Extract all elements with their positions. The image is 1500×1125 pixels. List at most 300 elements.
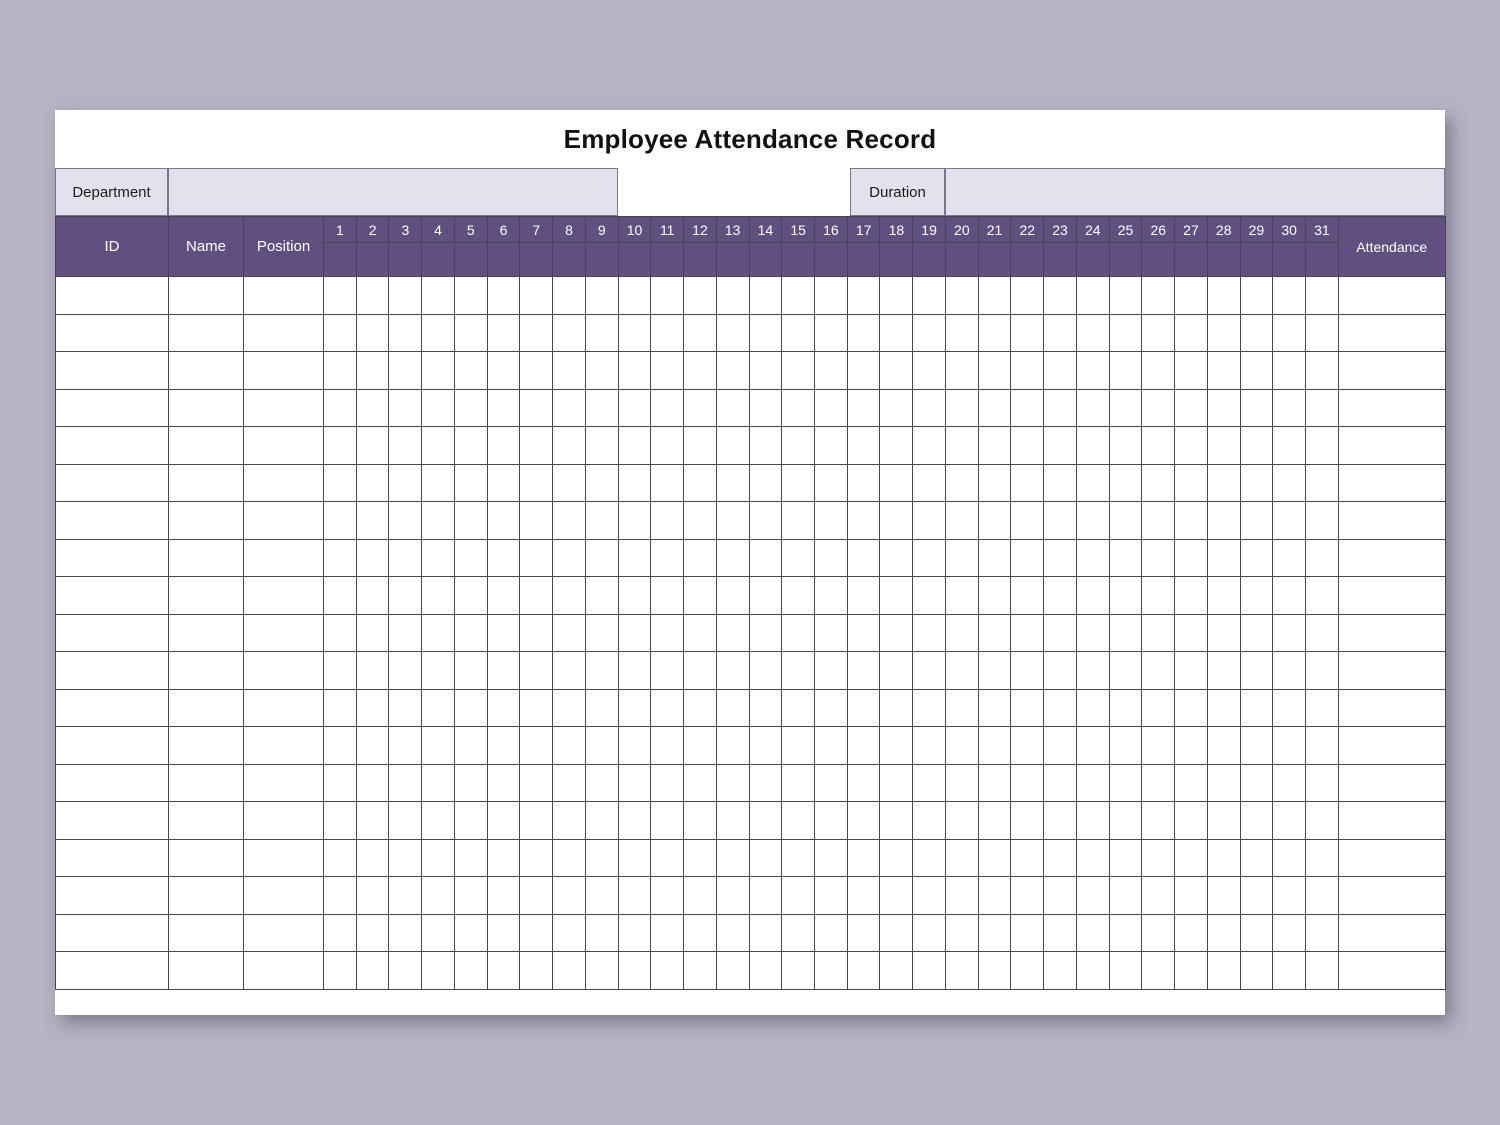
- cell-day-19[interactable]: [913, 539, 946, 577]
- cell-day-27[interactable]: [1175, 652, 1208, 690]
- cell-day-26[interactable]: [1142, 952, 1175, 990]
- cell-day-17[interactable]: [847, 577, 880, 615]
- cell-day-10[interactable]: [618, 539, 651, 577]
- cell-day-12[interactable]: [684, 277, 717, 315]
- cell-day-16[interactable]: [815, 877, 848, 915]
- cell-day-2[interactable]: [356, 577, 389, 615]
- cell-day-5[interactable]: [454, 764, 487, 802]
- cell-day-22[interactable]: [1011, 877, 1044, 915]
- cell-attendance[interactable]: [1338, 652, 1445, 690]
- cell-day-4[interactable]: [422, 839, 455, 877]
- cell-day-6[interactable]: [487, 352, 520, 390]
- cell-day-13[interactable]: [716, 727, 749, 765]
- cell-day-24[interactable]: [1076, 427, 1109, 465]
- cell-day-25[interactable]: [1109, 877, 1142, 915]
- cell-day-11[interactable]: [651, 427, 684, 465]
- cell-day-22[interactable]: [1011, 727, 1044, 765]
- cell-day-10[interactable]: [618, 877, 651, 915]
- cell-day-24[interactable]: [1076, 539, 1109, 577]
- cell-day-27[interactable]: [1175, 727, 1208, 765]
- cell-name[interactable]: [169, 727, 244, 765]
- cell-day-11[interactable]: [651, 577, 684, 615]
- cell-day-25[interactable]: [1109, 277, 1142, 315]
- cell-day-27[interactable]: [1175, 877, 1208, 915]
- cell-day-22[interactable]: [1011, 802, 1044, 840]
- cell-day-8[interactable]: [553, 314, 586, 352]
- cell-day-24[interactable]: [1076, 764, 1109, 802]
- cell-day-2[interactable]: [356, 389, 389, 427]
- cell-day-8[interactable]: [553, 727, 586, 765]
- cell-day-6[interactable]: [487, 652, 520, 690]
- cell-day-14[interactable]: [749, 952, 782, 990]
- cell-day-1[interactable]: [324, 539, 357, 577]
- cell-day-1[interactable]: [324, 914, 357, 952]
- cell-day-7[interactable]: [520, 764, 553, 802]
- cell-day-1[interactable]: [324, 952, 357, 990]
- cell-day-3[interactable]: [389, 914, 422, 952]
- cell-day-20[interactable]: [945, 764, 978, 802]
- cell-day-20[interactable]: [945, 277, 978, 315]
- cell-day-30[interactable]: [1273, 389, 1306, 427]
- cell-day-29[interactable]: [1240, 727, 1273, 765]
- cell-attendance[interactable]: [1338, 839, 1445, 877]
- cell-day-18[interactable]: [880, 652, 913, 690]
- cell-day-19[interactable]: [913, 877, 946, 915]
- cell-id[interactable]: [56, 877, 169, 915]
- cell-day-22[interactable]: [1011, 689, 1044, 727]
- cell-name[interactable]: [169, 614, 244, 652]
- cell-day-30[interactable]: [1273, 877, 1306, 915]
- cell-day-19[interactable]: [913, 314, 946, 352]
- cell-day-10[interactable]: [618, 427, 651, 465]
- cell-day-26[interactable]: [1142, 502, 1175, 540]
- cell-day-18[interactable]: [880, 914, 913, 952]
- cell-day-9[interactable]: [585, 277, 618, 315]
- cell-day-28[interactable]: [1207, 839, 1240, 877]
- cell-day-9[interactable]: [585, 577, 618, 615]
- cell-id[interactable]: [56, 764, 169, 802]
- cell-attendance[interactable]: [1338, 689, 1445, 727]
- cell-day-17[interactable]: [847, 689, 880, 727]
- cell-day-20[interactable]: [945, 502, 978, 540]
- cell-day-11[interactable]: [651, 802, 684, 840]
- cell-day-5[interactable]: [454, 539, 487, 577]
- cell-day-1[interactable]: [324, 427, 357, 465]
- cell-day-11[interactable]: [651, 277, 684, 315]
- cell-day-19[interactable]: [913, 352, 946, 390]
- cell-day-10[interactable]: [618, 802, 651, 840]
- cell-day-20[interactable]: [945, 314, 978, 352]
- cell-day-26[interactable]: [1142, 464, 1175, 502]
- cell-day-28[interactable]: [1207, 914, 1240, 952]
- cell-day-14[interactable]: [749, 427, 782, 465]
- cell-day-8[interactable]: [553, 539, 586, 577]
- cell-day-5[interactable]: [454, 502, 487, 540]
- cell-day-10[interactable]: [618, 839, 651, 877]
- cell-day-17[interactable]: [847, 277, 880, 315]
- cell-day-4[interactable]: [422, 764, 455, 802]
- cell-day-14[interactable]: [749, 877, 782, 915]
- cell-day-5[interactable]: [454, 689, 487, 727]
- cell-day-4[interactable]: [422, 614, 455, 652]
- cell-day-14[interactable]: [749, 577, 782, 615]
- cell-day-3[interactable]: [389, 464, 422, 502]
- cell-day-28[interactable]: [1207, 652, 1240, 690]
- cell-day-31[interactable]: [1306, 389, 1339, 427]
- cell-day-26[interactable]: [1142, 652, 1175, 690]
- cell-day-17[interactable]: [847, 877, 880, 915]
- cell-day-21[interactable]: [978, 427, 1011, 465]
- cell-day-23[interactable]: [1044, 539, 1077, 577]
- cell-day-29[interactable]: [1240, 952, 1273, 990]
- cell-day-14[interactable]: [749, 802, 782, 840]
- cell-day-15[interactable]: [782, 839, 815, 877]
- cell-day-11[interactable]: [651, 652, 684, 690]
- cell-day-19[interactable]: [913, 727, 946, 765]
- cell-day-6[interactable]: [487, 577, 520, 615]
- cell-day-15[interactable]: [782, 914, 815, 952]
- cell-day-8[interactable]: [553, 839, 586, 877]
- cell-day-30[interactable]: [1273, 277, 1306, 315]
- cell-day-31[interactable]: [1306, 539, 1339, 577]
- cell-day-12[interactable]: [684, 427, 717, 465]
- cell-day-13[interactable]: [716, 389, 749, 427]
- cell-day-3[interactable]: [389, 614, 422, 652]
- cell-day-6[interactable]: [487, 614, 520, 652]
- cell-day-23[interactable]: [1044, 652, 1077, 690]
- cell-day-31[interactable]: [1306, 314, 1339, 352]
- cell-day-13[interactable]: [716, 914, 749, 952]
- cell-day-3[interactable]: [389, 577, 422, 615]
- cell-position[interactable]: [244, 764, 324, 802]
- cell-day-22[interactable]: [1011, 502, 1044, 540]
- cell-day-20[interactable]: [945, 914, 978, 952]
- cell-day-19[interactable]: [913, 914, 946, 952]
- cell-day-7[interactable]: [520, 839, 553, 877]
- cell-day-6[interactable]: [487, 727, 520, 765]
- cell-day-27[interactable]: [1175, 689, 1208, 727]
- cell-day-27[interactable]: [1175, 577, 1208, 615]
- cell-name[interactable]: [169, 577, 244, 615]
- cell-day-3[interactable]: [389, 427, 422, 465]
- cell-id[interactable]: [56, 502, 169, 540]
- cell-position[interactable]: [244, 877, 324, 915]
- cell-day-26[interactable]: [1142, 689, 1175, 727]
- cell-day-23[interactable]: [1044, 352, 1077, 390]
- cell-day-11[interactable]: [651, 314, 684, 352]
- cell-day-9[interactable]: [585, 314, 618, 352]
- cell-day-3[interactable]: [389, 277, 422, 315]
- cell-day-4[interactable]: [422, 952, 455, 990]
- cell-day-14[interactable]: [749, 914, 782, 952]
- cell-position[interactable]: [244, 914, 324, 952]
- cell-day-15[interactable]: [782, 727, 815, 765]
- cell-day-21[interactable]: [978, 389, 1011, 427]
- cell-day-23[interactable]: [1044, 389, 1077, 427]
- cell-day-18[interactable]: [880, 877, 913, 915]
- cell-day-30[interactable]: [1273, 839, 1306, 877]
- cell-attendance[interactable]: [1338, 389, 1445, 427]
- cell-day-7[interactable]: [520, 314, 553, 352]
- cell-day-6[interactable]: [487, 802, 520, 840]
- cell-day-8[interactable]: [553, 914, 586, 952]
- cell-day-8[interactable]: [553, 802, 586, 840]
- cell-day-7[interactable]: [520, 614, 553, 652]
- cell-day-9[interactable]: [585, 464, 618, 502]
- cell-day-2[interactable]: [356, 727, 389, 765]
- cell-day-29[interactable]: [1240, 502, 1273, 540]
- cell-day-14[interactable]: [749, 314, 782, 352]
- cell-day-22[interactable]: [1011, 352, 1044, 390]
- cell-day-27[interactable]: [1175, 764, 1208, 802]
- cell-day-5[interactable]: [454, 464, 487, 502]
- cell-day-8[interactable]: [553, 352, 586, 390]
- cell-day-20[interactable]: [945, 577, 978, 615]
- cell-day-6[interactable]: [487, 464, 520, 502]
- cell-name[interactable]: [169, 877, 244, 915]
- cell-position[interactable]: [244, 277, 324, 315]
- cell-day-13[interactable]: [716, 502, 749, 540]
- cell-day-20[interactable]: [945, 652, 978, 690]
- cell-position[interactable]: [244, 802, 324, 840]
- cell-day-14[interactable]: [749, 539, 782, 577]
- cell-day-8[interactable]: [553, 464, 586, 502]
- cell-day-20[interactable]: [945, 727, 978, 765]
- cell-day-5[interactable]: [454, 314, 487, 352]
- cell-day-31[interactable]: [1306, 277, 1339, 315]
- cell-day-22[interactable]: [1011, 277, 1044, 315]
- cell-day-3[interactable]: [389, 352, 422, 390]
- cell-day-19[interactable]: [913, 427, 946, 465]
- cell-day-22[interactable]: [1011, 652, 1044, 690]
- cell-day-3[interactable]: [389, 314, 422, 352]
- cell-day-30[interactable]: [1273, 427, 1306, 465]
- cell-day-31[interactable]: [1306, 577, 1339, 615]
- cell-day-21[interactable]: [978, 914, 1011, 952]
- cell-day-6[interactable]: [487, 389, 520, 427]
- cell-day-25[interactable]: [1109, 952, 1142, 990]
- cell-day-3[interactable]: [389, 689, 422, 727]
- cell-day-27[interactable]: [1175, 614, 1208, 652]
- cell-day-17[interactable]: [847, 464, 880, 502]
- cell-day-27[interactable]: [1175, 464, 1208, 502]
- cell-day-25[interactable]: [1109, 839, 1142, 877]
- cell-day-9[interactable]: [585, 389, 618, 427]
- cell-day-11[interactable]: [651, 914, 684, 952]
- cell-day-4[interactable]: [422, 577, 455, 615]
- cell-id[interactable]: [56, 952, 169, 990]
- cell-day-17[interactable]: [847, 539, 880, 577]
- cell-day-29[interactable]: [1240, 877, 1273, 915]
- cell-day-23[interactable]: [1044, 314, 1077, 352]
- cell-day-11[interactable]: [651, 877, 684, 915]
- cell-day-30[interactable]: [1273, 652, 1306, 690]
- cell-id[interactable]: [56, 464, 169, 502]
- cell-day-31[interactable]: [1306, 877, 1339, 915]
- cell-day-9[interactable]: [585, 727, 618, 765]
- cell-day-18[interactable]: [880, 952, 913, 990]
- cell-day-26[interactable]: [1142, 577, 1175, 615]
- cell-day-25[interactable]: [1109, 539, 1142, 577]
- cell-day-7[interactable]: [520, 427, 553, 465]
- cell-day-1[interactable]: [324, 764, 357, 802]
- cell-day-20[interactable]: [945, 614, 978, 652]
- cell-day-16[interactable]: [815, 389, 848, 427]
- cell-day-18[interactable]: [880, 464, 913, 502]
- cell-day-26[interactable]: [1142, 727, 1175, 765]
- cell-day-4[interactable]: [422, 652, 455, 690]
- cell-day-31[interactable]: [1306, 464, 1339, 502]
- cell-day-15[interactable]: [782, 277, 815, 315]
- cell-day-18[interactable]: [880, 539, 913, 577]
- cell-position[interactable]: [244, 614, 324, 652]
- cell-day-22[interactable]: [1011, 614, 1044, 652]
- cell-day-1[interactable]: [324, 277, 357, 315]
- cell-day-21[interactable]: [978, 764, 1011, 802]
- cell-day-24[interactable]: [1076, 689, 1109, 727]
- cell-day-4[interactable]: [422, 727, 455, 765]
- cell-day-6[interactable]: [487, 952, 520, 990]
- cell-id[interactable]: [56, 389, 169, 427]
- cell-day-14[interactable]: [749, 352, 782, 390]
- cell-day-14[interactable]: [749, 689, 782, 727]
- cell-day-26[interactable]: [1142, 314, 1175, 352]
- cell-day-10[interactable]: [618, 502, 651, 540]
- cell-day-4[interactable]: [422, 877, 455, 915]
- cell-day-6[interactable]: [487, 689, 520, 727]
- cell-day-23[interactable]: [1044, 914, 1077, 952]
- cell-day-27[interactable]: [1175, 539, 1208, 577]
- cell-name[interactable]: [169, 502, 244, 540]
- cell-day-9[interactable]: [585, 839, 618, 877]
- cell-day-8[interactable]: [553, 277, 586, 315]
- cell-day-29[interactable]: [1240, 764, 1273, 802]
- cell-day-26[interactable]: [1142, 427, 1175, 465]
- cell-day-20[interactable]: [945, 839, 978, 877]
- cell-day-28[interactable]: [1207, 464, 1240, 502]
- cell-day-20[interactable]: [945, 802, 978, 840]
- cell-day-29[interactable]: [1240, 539, 1273, 577]
- cell-day-13[interactable]: [716, 802, 749, 840]
- cell-day-21[interactable]: [978, 839, 1011, 877]
- cell-day-26[interactable]: [1142, 277, 1175, 315]
- cell-day-3[interactable]: [389, 652, 422, 690]
- cell-day-27[interactable]: [1175, 839, 1208, 877]
- cell-name[interactable]: [169, 952, 244, 990]
- cell-day-21[interactable]: [978, 727, 1011, 765]
- cell-day-15[interactable]: [782, 802, 815, 840]
- cell-day-1[interactable]: [324, 614, 357, 652]
- cell-day-12[interactable]: [684, 652, 717, 690]
- cell-day-25[interactable]: [1109, 577, 1142, 615]
- cell-day-30[interactable]: [1273, 914, 1306, 952]
- cell-day-13[interactable]: [716, 277, 749, 315]
- cell-day-26[interactable]: [1142, 352, 1175, 390]
- cell-day-22[interactable]: [1011, 839, 1044, 877]
- cell-day-26[interactable]: [1142, 539, 1175, 577]
- cell-day-18[interactable]: [880, 352, 913, 390]
- cell-day-1[interactable]: [324, 389, 357, 427]
- cell-name[interactable]: [169, 539, 244, 577]
- cell-day-31[interactable]: [1306, 352, 1339, 390]
- cell-day-17[interactable]: [847, 802, 880, 840]
- cell-position[interactable]: [244, 502, 324, 540]
- cell-id[interactable]: [56, 614, 169, 652]
- cell-day-19[interactable]: [913, 839, 946, 877]
- cell-day-6[interactable]: [487, 764, 520, 802]
- cell-id[interactable]: [56, 539, 169, 577]
- cell-name[interactable]: [169, 389, 244, 427]
- cell-day-10[interactable]: [618, 652, 651, 690]
- cell-day-4[interactable]: [422, 314, 455, 352]
- cell-day-23[interactable]: [1044, 877, 1077, 915]
- cell-day-13[interactable]: [716, 952, 749, 990]
- cell-day-12[interactable]: [684, 352, 717, 390]
- cell-attendance[interactable]: [1338, 877, 1445, 915]
- cell-day-13[interactable]: [716, 577, 749, 615]
- cell-day-10[interactable]: [618, 614, 651, 652]
- cell-day-15[interactable]: [782, 389, 815, 427]
- cell-day-31[interactable]: [1306, 952, 1339, 990]
- cell-day-15[interactable]: [782, 652, 815, 690]
- cell-day-14[interactable]: [749, 277, 782, 315]
- cell-day-3[interactable]: [389, 764, 422, 802]
- cell-day-14[interactable]: [749, 502, 782, 540]
- cell-day-6[interactable]: [487, 314, 520, 352]
- cell-day-7[interactable]: [520, 352, 553, 390]
- cell-attendance[interactable]: [1338, 577, 1445, 615]
- cell-day-1[interactable]: [324, 464, 357, 502]
- cell-day-30[interactable]: [1273, 352, 1306, 390]
- cell-day-12[interactable]: [684, 764, 717, 802]
- cell-day-2[interactable]: [356, 539, 389, 577]
- cell-day-7[interactable]: [520, 689, 553, 727]
- cell-day-8[interactable]: [553, 877, 586, 915]
- cell-day-25[interactable]: [1109, 314, 1142, 352]
- cell-day-25[interactable]: [1109, 727, 1142, 765]
- cell-position[interactable]: [244, 314, 324, 352]
- cell-day-2[interactable]: [356, 652, 389, 690]
- cell-day-14[interactable]: [749, 727, 782, 765]
- cell-day-6[interactable]: [487, 539, 520, 577]
- cell-day-18[interactable]: [880, 764, 913, 802]
- cell-day-5[interactable]: [454, 577, 487, 615]
- cell-day-12[interactable]: [684, 314, 717, 352]
- cell-day-28[interactable]: [1207, 352, 1240, 390]
- cell-id[interactable]: [56, 689, 169, 727]
- cell-id[interactable]: [56, 314, 169, 352]
- cell-day-1[interactable]: [324, 802, 357, 840]
- cell-day-11[interactable]: [651, 764, 684, 802]
- cell-day-31[interactable]: [1306, 764, 1339, 802]
- cell-day-31[interactable]: [1306, 652, 1339, 690]
- cell-day-21[interactable]: [978, 802, 1011, 840]
- cell-day-21[interactable]: [978, 352, 1011, 390]
- cell-day-13[interactable]: [716, 539, 749, 577]
- cell-day-25[interactable]: [1109, 764, 1142, 802]
- cell-day-7[interactable]: [520, 802, 553, 840]
- cell-day-11[interactable]: [651, 389, 684, 427]
- cell-day-10[interactable]: [618, 352, 651, 390]
- cell-day-10[interactable]: [618, 314, 651, 352]
- cell-day-3[interactable]: [389, 952, 422, 990]
- cell-day-16[interactable]: [815, 914, 848, 952]
- cell-day-4[interactable]: [422, 352, 455, 390]
- cell-day-27[interactable]: [1175, 389, 1208, 427]
- cell-day-22[interactable]: [1011, 577, 1044, 615]
- cell-day-4[interactable]: [422, 539, 455, 577]
- cell-day-19[interactable]: [913, 614, 946, 652]
